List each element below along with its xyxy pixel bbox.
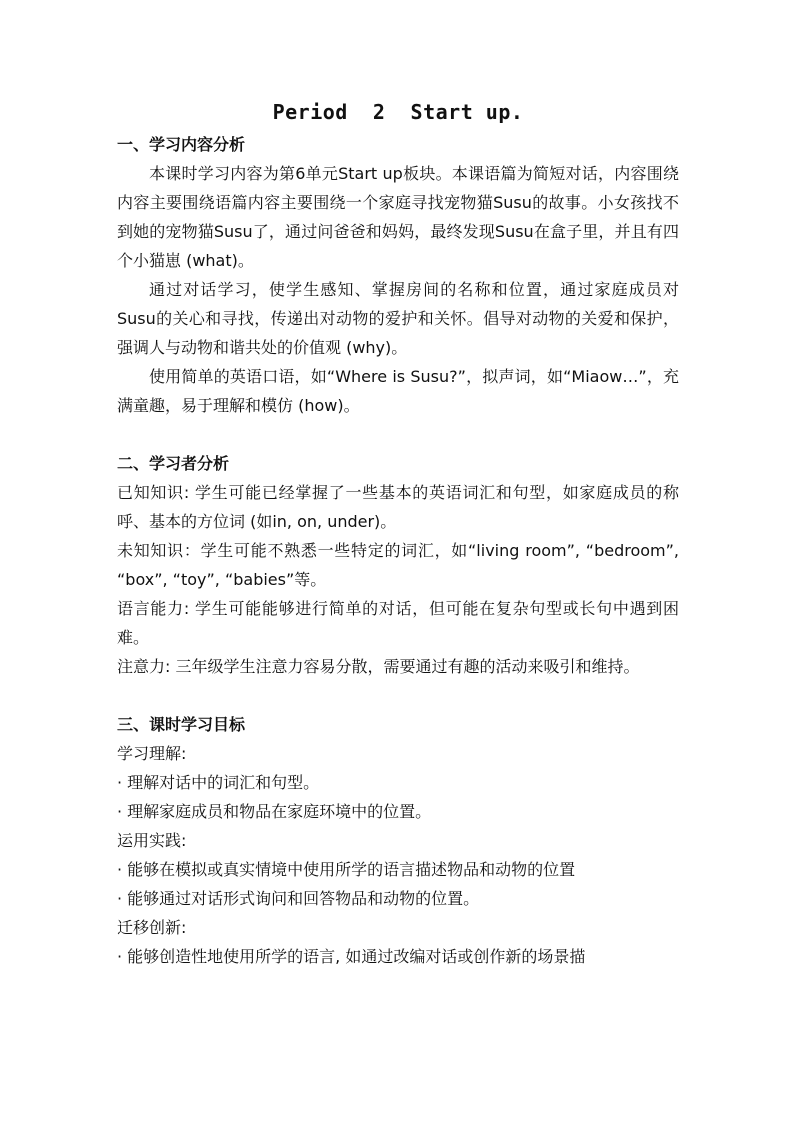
objective-group-label: 运用实践: [117,831,187,850]
spacer [117,681,679,710]
lesson-title: Period 2 Start up. [272,100,524,124]
learner-analysis-paragraph: 注意力: 三年级学生注意力容易分散，需要通过有趣的活动来吸引和维持。 [117,657,640,676]
objective-item: · 能够通过对话形式询问和回答物品和动物的位置。 [117,889,480,908]
learner-analysis-paragraph: 已知知识: 学生可能已经掌握了一些基本的英语词汇和句型，如家庭成员的称呼、基本的方位词 (如in, on, under)。 [117,483,679,531]
objective-item: · 理解对话中的词汇和句型。 [117,773,320,792]
content-analysis-paragraph: 本课时学习内容为第6单元Start up板块。本课语篇为简短对话，内容围绕内容主要围绕语篇内容主要围绕一个家庭寻找宠物猫Susu的故事。小女孩找不到她的宠物猫Susu了，通过问爸爸和妈妈，最终发现Susu在盒子里，并且有四个小猫崽 (what)。 [117,164,679,270]
learner-analysis-paragraph: 语言能力: 学生可能能够进行简单的对话，但可能在复杂句型或长句中遇到困难。 [117,599,679,647]
objective-item: · 理解家庭成员和物品在家庭环境中的位置。 [117,802,432,821]
section-heading-learning-objectives: 三、课时学习目标 [117,715,246,734]
spacer [117,420,679,449]
section-heading-learner-analysis: 二、学习者分析 [117,454,230,473]
objective-item: · 能够创造性地使用所学的语言, 如通过改编对话或创作新的场景描 [117,947,586,966]
objective-group-label: 迁移创新: [117,918,187,937]
section-heading-content-analysis: 一、学习内容分析 [117,135,246,154]
learner-analysis-paragraph: 未知知识：学生可能不熟悉一些特定的词汇，如“living room”, “bedroom”, “box”, “toy”, “babies”等。 [117,541,679,589]
objective-group-label: 学习理解: [117,744,187,763]
content-analysis-paragraph: 通过对话学习，使学生感知、掌握房间的名称和位置，通过家庭成员对Susu的关心和寻找，传递出对动物的爱护和关怀。倡导对动物的关爱和保护，强调人与动物和谐共处的价值观 (why)。 [117,280,679,357]
content-analysis-paragraph: 使用简单的英语口语，如“Where is Susu?”，拟声词，如“Miaow…”，充满童趣，易于理解和模仿 (how)。 [117,367,679,415]
objective-item: · 能够在模拟或真实情境中使用所学的语言描述物品和动物的位置 [117,860,576,879]
document-page [117,96,679,971]
